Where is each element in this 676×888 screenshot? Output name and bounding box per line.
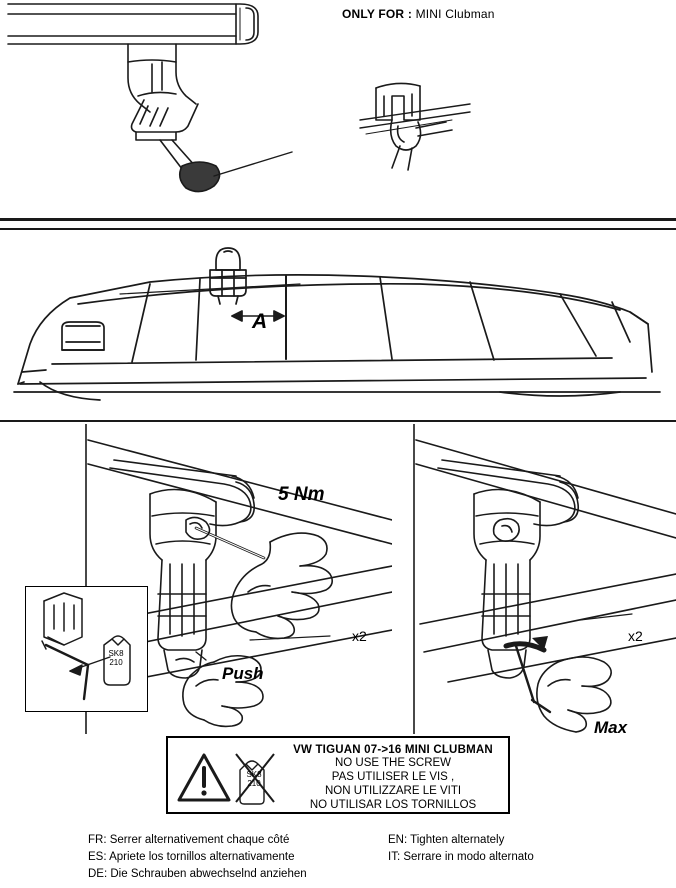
push-label: Push [222,664,264,683]
foot-detail-drawing [0,0,676,218]
inset-hex-key [25,586,148,712]
translation-fr: FR: Serrer alternativement chaque côté [88,834,290,846]
torque-label: 5 Nm [278,484,325,505]
translations-left-column [88,832,307,883]
translation-es: ES: Apriete los tornillos alternativamente [88,851,295,863]
bag-label-left-line2: 210 [109,658,123,667]
dimension-label-a: A [252,310,268,333]
only-for-note [342,7,495,21]
inset-hex-key-drawing [26,587,146,710]
panel-step-max [392,424,676,737]
warning-line-es: NO UTILISAR LOS TORNILLOS [309,799,477,811]
warning-triangle-icon [176,750,232,806]
bag-label-warning [242,770,266,788]
bag-label-left [104,649,128,667]
translation-en: EN: Tighten alternately [388,834,505,846]
panel-step-push [0,424,392,734]
warning-title: VW TIGUAN 07->16 MINI CLUBMAN [293,744,493,756]
vehicle-side-drawing [0,232,676,418]
translation-de: DE: Die Schrauben abwechselnd anziehen [88,868,307,880]
quantity-label-right: x2 [628,628,643,644]
bag-label-warning-line1: SK8 [246,770,262,779]
panel-vehicle-side-view [0,232,676,418]
divider-middle [0,420,676,422]
divider-top [0,218,676,221]
only-for-prefix: ONLY FOR : [342,7,413,21]
warning-box [166,736,510,814]
warning-line-it: NON UTILIZZARE LE VITI [324,785,462,797]
quantity-label-left: x2 [352,628,367,644]
bag-label-warning-line2: 210 [247,779,261,788]
step-max-drawing [392,424,676,734]
warning-line-en: NO USE THE SCREW [334,757,452,769]
translation-it: IT: Serrare in modo alternato [388,851,534,863]
divider-top-2 [0,228,676,230]
bag-label-left-line1: SK8 [108,649,124,658]
warning-line-fr: PAS UTILISER LE VIS , [331,771,455,783]
max-label: Max [594,718,628,737]
panel-foot-detail [0,0,676,218]
only-for-model: MINI Clubman [415,7,495,21]
translations-right-column [388,832,534,866]
